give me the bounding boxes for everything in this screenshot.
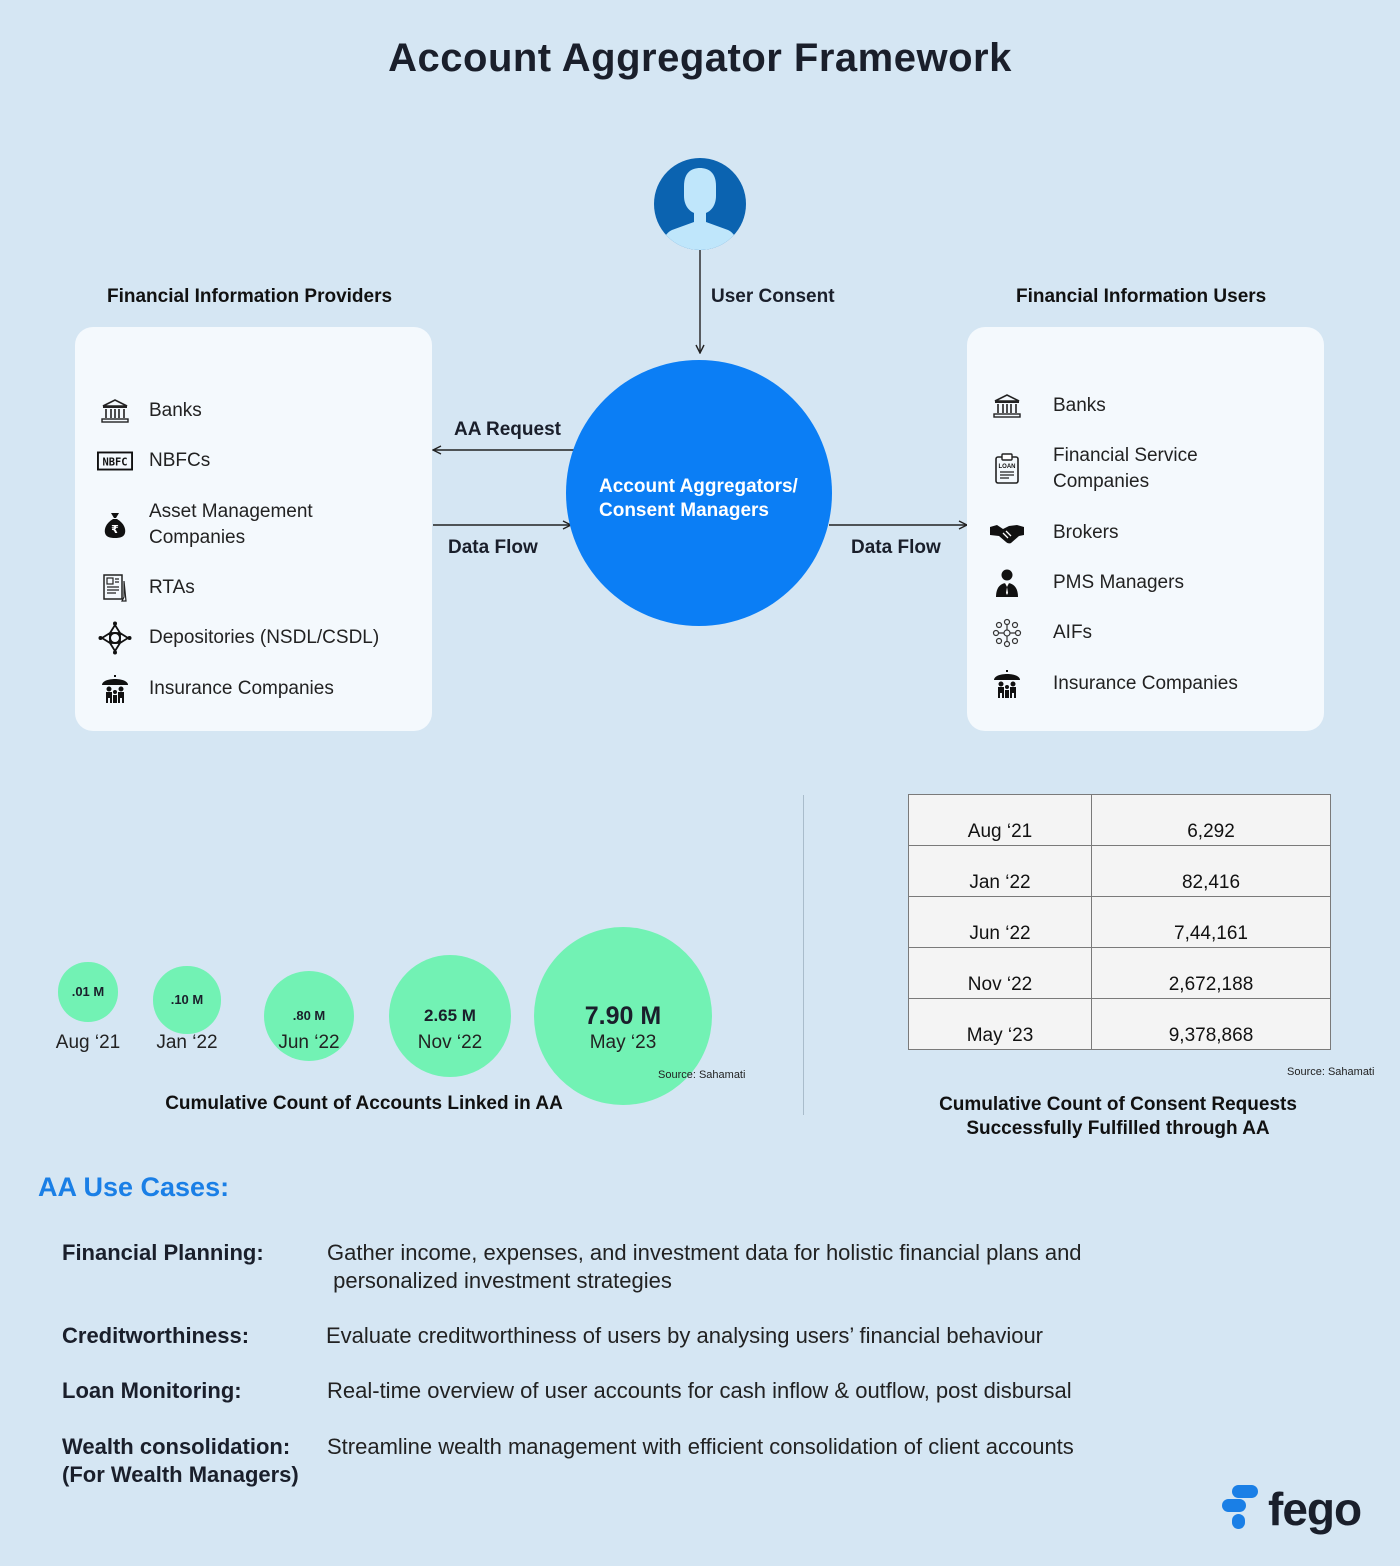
user-consent-label: User Consent [711,286,835,307]
use-case-text: Evaluate creditworthiness of users by analysing users’ financial behaviour [326,1323,1044,1348]
center-line-2: Consent Managers [599,500,769,521]
table-value-cell: 2,672,188 [1092,948,1331,999]
bubble-value-label: .80 M [292,1008,326,1024]
page-title: Account Aggregator Framework [388,36,1012,80]
consent-caption-line-2: Successfully Fulfilled through AA [966,1118,1270,1139]
table-row [909,948,1331,999]
svg-text:₹: ₹ [111,524,119,536]
bank-icon [97,395,133,427]
table-month-cell: Jun ‘22 [909,897,1092,948]
provider-item [97,445,210,477]
bank-icon [989,390,1025,422]
user-icon [654,158,746,250]
user-item [989,567,1184,599]
manager-icon [989,567,1025,599]
user-item [989,617,1092,649]
provider-label: Banks [149,400,202,421]
provider-item [97,499,349,551]
provider-item [97,673,334,705]
user-label: AIFs [1053,622,1093,643]
nodes-icon [989,617,1025,649]
table-value-cell: 7,44,161 [1092,897,1331,948]
umbrella-family-icon [989,668,1025,700]
user-label: Brokers [1053,522,1119,543]
consent-table-caption [868,1093,1368,1141]
bubble-month-label: Jun ‘22 [278,1032,340,1053]
bubble-3 [389,955,512,1078]
section-divider [803,795,804,1115]
table-row [909,999,1331,1050]
fego-logo [1222,1484,1372,1540]
table-month-cell: Jan ‘22 [909,846,1092,897]
money-bag-icon [97,509,133,541]
user-label: PMS Managers [1053,572,1184,593]
fego-logo-mark [1222,1484,1262,1532]
bubble-month-label: Jan ‘22 [156,1032,218,1053]
bubble-month-label: Aug ‘21 [55,1032,121,1053]
bubble-value-label: 2.65 M [424,1005,476,1025]
use-case-label: Creditworthiness: [62,1323,250,1348]
use-cases-heading: AA Use Cases: [38,1172,230,1202]
loan-document-icon [989,453,1025,485]
nbfc-icon [97,445,133,477]
consent-requests-table [908,794,1331,1050]
provider-label: Asset Management Companies [149,501,313,548]
user-label: Banks [1053,395,1106,416]
use-case-label: Loan Monitoring: [62,1378,242,1403]
provider-item [97,395,202,427]
user-label: Financial Service Companies [1053,445,1198,492]
use-case-label: Financial Planning: [62,1240,264,1265]
accounts-chart-source: Source: Sahamati [658,1069,746,1081]
bubble-1 [153,966,220,1033]
data-flow-right-label: Data Flow [851,537,941,558]
user-item [989,443,1253,495]
user-item [989,390,1106,422]
svg-text:LOAN: LOAN [998,464,1016,470]
users-card [967,327,1324,731]
providers-heading: Financial Information Providers [107,286,393,307]
user-item [989,517,1118,549]
provider-label: RTAs [149,577,195,598]
account-aggregator-circle [566,360,832,626]
bubble-value-label: 7.90 M [584,1001,662,1030]
bubble-month-label: Nov ‘22 [417,1032,483,1053]
table-row [909,846,1331,897]
table-month-cell: Nov ‘22 [909,948,1092,999]
user-item [989,668,1238,700]
users-heading: Financial Information Users [1016,286,1267,307]
table-row [909,897,1331,948]
bubble-month-label: May ‘23 [589,1032,657,1053]
aa-request-label: AA Request [454,419,561,440]
user-avatar [654,158,746,250]
data-flow-left-label: Data Flow [448,537,538,558]
use-case-text [327,1239,1287,1295]
provider-label: Depositories (NSDL/CSDL) [149,627,380,648]
consent-table-source: Source: Sahamati [1287,1066,1375,1078]
provider-label: NBFCs [149,450,211,471]
use-case-text: Real-time overview of user accounts for cash inflow & outflow, post disbursal [327,1378,1072,1403]
provider-label: Insurance Companies [149,678,334,699]
svg-text:NBFC: NBFC [102,456,128,469]
providers-card [75,327,432,731]
fego-wordmark: fego [1268,1483,1362,1535]
user-label: Insurance Companies [1053,673,1238,694]
table-value-cell: 9,378,868 [1092,999,1331,1050]
provider-item [97,622,379,654]
table-value-cell: 6,292 [1092,795,1331,846]
accounts-chart-caption: Cumulative Count of Accounts Linked in AA [165,1093,563,1114]
table-month-cell: Aug ‘21 [909,795,1092,846]
bubble-value-label: .10 M [170,992,204,1008]
table-month-cell: May ‘23 [909,999,1092,1050]
accounts-linked-chart [0,760,800,1140]
center-line-1: Account Aggregators/ [599,476,798,497]
use-case-label [62,1433,299,1489]
provider-item [97,572,195,604]
umbrella-family-icon [97,673,133,705]
use-case-label-line-1: Wealth consolidation: [62,1434,291,1459]
consent-caption-line-1: Cumulative Count of Consent Requests [939,1094,1297,1115]
use-case-text-line-1: Gather income, expenses, and investment data for holistic financial plans and [327,1240,1082,1265]
table-value-cell: 82,416 [1092,846,1331,897]
handshake-icon [989,517,1025,549]
network-icon [97,622,133,654]
use-case-text-line-2: personalized investment strategies [327,1268,672,1293]
use-case-label-line-2: (For Wealth Managers) [62,1462,299,1487]
table-row [909,795,1331,846]
use-case-text: Streamline wealth management with efficient consolidation of client accounts [327,1434,1074,1459]
document-icon [97,572,133,604]
bubble-value-label: .01 M [71,984,105,1000]
bubble-0 [58,962,117,1021]
